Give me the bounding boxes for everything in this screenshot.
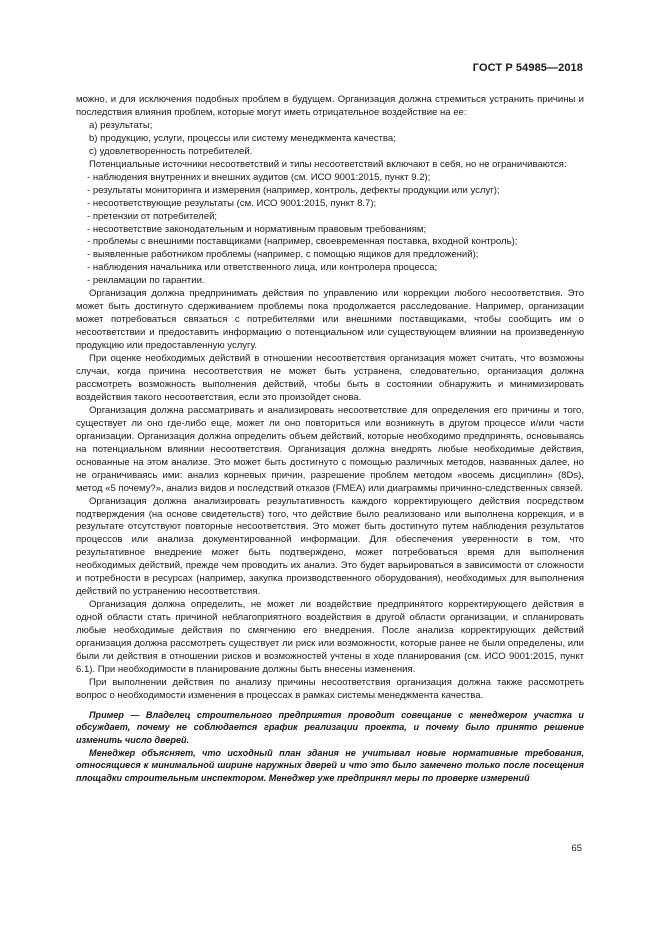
- body-text: [76, 94, 584, 784]
- example-paragraph: Пример — Владелец строительного предприятия проводит совещание с менеджером участка и обсуждает, почему не соблюдается график реализации проекта, и почему было принято решение изменить число дверей.: [76, 709, 584, 745]
- list-item: - наблюдения начальника или ответственного лица, или контролера процесса;: [87, 262, 438, 274]
- paragraph: При оценке необходимых действий в отношении несоответствия организация может считать, что возможны случаи, когда причина несоответствия не может быть устранена, следовательно, организация должна рассмотреть возможность выполнения действий, чтобы быть в состоянии обнаружить и минимизировать воздействия такого несоответствия, если это произойдет снова.: [76, 353, 584, 403]
- list-item: - несоответствие законодательным и нормативным правовым требованиям;: [87, 223, 427, 235]
- list-item: c) удовлетворенность потребителей.: [89, 145, 253, 157]
- paragraph: можно, и для исключения подобных проблем в будущем. Организация должна стремиться устранить причины и последствия влияния проблем, которые могут иметь отрицательное воздействие на ее:: [76, 94, 584, 118]
- paragraph: Организация должна определить, не может ли воздействие предпринятого корректирующего действия в одной области стать причиной неблагоприятного воздействия в другой области организации, и спланировать любые необходимые действия по смягчению его внедрения. После анализа корректирующих действий организация должна рассмотреть существует ли риск или возможности, которые ранее не были определены, или были ли действия в отношении рисков и возможностей учтены в ходе планирования (см. ИСО 9001:2015, пункт 6.1). При необходимости в планирование должны быть внесены изменения.: [76, 599, 584, 675]
- list-item: - рекламации по гарантии.: [87, 275, 205, 287]
- list-item: b) продукцию, услуги, процессы или систему менеджмента качества;: [89, 132, 396, 144]
- example-paragraph: Менеджер объясняет, что исходный план здания не учитывал новые нормативные требования, относящиеся к минимальной ширине наружных дверей и что это было замечено только после посещения площадки строительным инспектором. Менеджер уже предпринял меры по проверке измерений: [76, 747, 584, 783]
- list-item: - претензии от потребителей;: [87, 210, 218, 222]
- paragraph: При выполнении действия по анализу причины несоответствия организация должна также рассмотреть вопрос о необходимости изменения в процессах в рамках системы менеджмента качества.: [76, 676, 584, 701]
- paragraph: Организация должна анализировать результативность каждого корректирующего действия посредством подтверждения (на основе свидетельств) того, что действие было реализовано или выполнена коррекция, и в результате отсутствуют повторные несоответствия. Это может быть достигнуто путем наблюдения результатов процессов или анализа документированной информации. Для обеспечения уверенности в том, что результативное внедрение может быть подтверждено, может потребоваться время для выполнения необходимых действий, прежде чем проводить их анализ. Это будет варьироваться в зависимости от сложности и потребности в ресурсах (например, закупка производственного оборудования), необходимых для выполнения действий по устранению несоответствия.: [76, 495, 584, 598]
- list-item: а) результаты;: [89, 119, 153, 131]
- list-item: - выявленные работником проблемы (например, с помощью ящиков для предложений);: [87, 249, 479, 261]
- page-number: 65: [571, 843, 582, 854]
- paragraph: Потенциальные источники несоответствий и типы несоответствий включают в себя, но не ограничиваются:: [89, 158, 567, 170]
- document-id: ГОСТ Р 54985—2018: [472, 62, 583, 74]
- list-item: - наблюдения внутренних и внешних аудитов (см. ИСО 9001:2015, пункт 9.2);: [87, 171, 431, 183]
- paragraph: Организация должна рассматривать и анализировать несоответствие для определения его причины и того, существует ли оно где-либо еще, может ли оно повториться или возникнуть в другом процессе и/или части организации. Организация должна определить объем действий, которые необходимо предпринять, основываясь на потенциальном влиянии несоответствия. Организация должна внедрять любые необходимые действия, основанные на этом анализе. Это может быть достигнуто с помощью различных методов, названных далее, но не ограничиваясь ими: анализ корневых причин, разрешение проблем методом «восемь дисциплин» (8Ds), метод «5 почему?», анализ видов и последствий отказов (FMEA) или диаграммы причинно-следственных связей.: [76, 404, 584, 494]
- paragraph: Организация должна предпринимать действия по управлению или коррекции любого несоответствия. Это может быть достигнуто сдерживанием проблемы пока продолжается расследование. Например, организации может потребоваться связаться с потребителями или внешними поставщиками, чтобы сообщить им о несоответствии и предоставить информацию о потенциальном или существующем влиянии на произведенную продукцию или предоставленную услугу.: [76, 288, 584, 352]
- list-item: - проблемы с внешними поставщиками (например, своевременная поставка, входной контроль);: [87, 236, 518, 248]
- list-item: - несоответствующие результаты (см. ИСО 9001:2015, пункт 8.7);: [87, 197, 377, 209]
- list-item: - результаты мониторинга и измерения (например, контроль, дефекты продукции или услуг);: [87, 184, 500, 196]
